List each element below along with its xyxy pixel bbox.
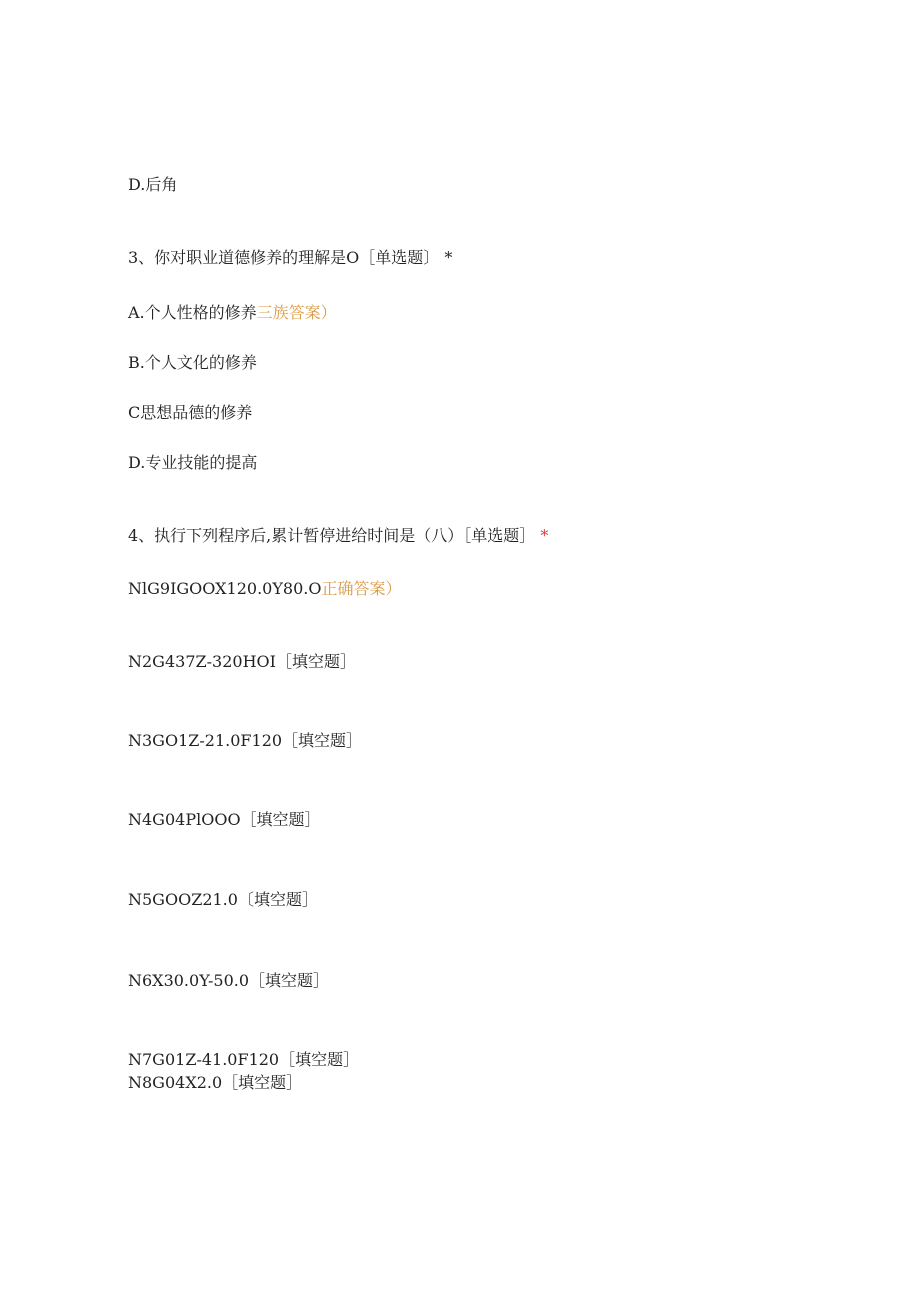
option-a-text: A.个人性格的修养 bbox=[128, 303, 257, 322]
program-line-8: N8G04X2.0［填空题］ bbox=[128, 1073, 303, 1092]
question-4-required-mark: * bbox=[540, 526, 549, 545]
question-4-text: 4、执行下列程序后,累计暂停进给时间是（八）［单选题］ bbox=[128, 526, 536, 545]
option-a-answer-tag: 三族答案） bbox=[256, 303, 337, 322]
program-line-3: N3GO1Z-21.0F120［填空题］ bbox=[128, 731, 363, 750]
question-3-required-mark: * bbox=[444, 248, 453, 267]
program-line-1-text: NlG9IGOOX120.0Y80.O bbox=[128, 579, 322, 598]
question-3-text: 3、你对职业道德修养的理解是O［单选题〕 bbox=[128, 248, 440, 267]
question-3-option-d: D.专业技能的提高 bbox=[128, 453, 258, 472]
option-d-previous-question: D.后角 bbox=[128, 175, 178, 194]
question-3-option-b: B.个人文化的修养 bbox=[128, 353, 257, 372]
question-3-title bbox=[128, 248, 452, 268]
program-line-1 bbox=[128, 579, 401, 599]
program-line-7: N7G01Z-41.0F120［填空题］ bbox=[128, 1050, 360, 1069]
question-3-option-a bbox=[128, 303, 337, 323]
program-line-2: N2G437Z-320HOI［填空题］ bbox=[128, 652, 356, 671]
program-line-5: N5GOOZ21.0〔填空题］ bbox=[128, 890, 318, 909]
program-line-1-answer-tag: 正确答案） bbox=[321, 579, 402, 598]
question-3-option-c: C思想品德的修养 bbox=[128, 403, 253, 422]
program-line-6: N6X30.0Y-50.0［填空题］ bbox=[128, 971, 330, 990]
program-line-4: N4G04PlOOO［填空题］ bbox=[128, 810, 321, 829]
question-4-title bbox=[128, 526, 548, 546]
